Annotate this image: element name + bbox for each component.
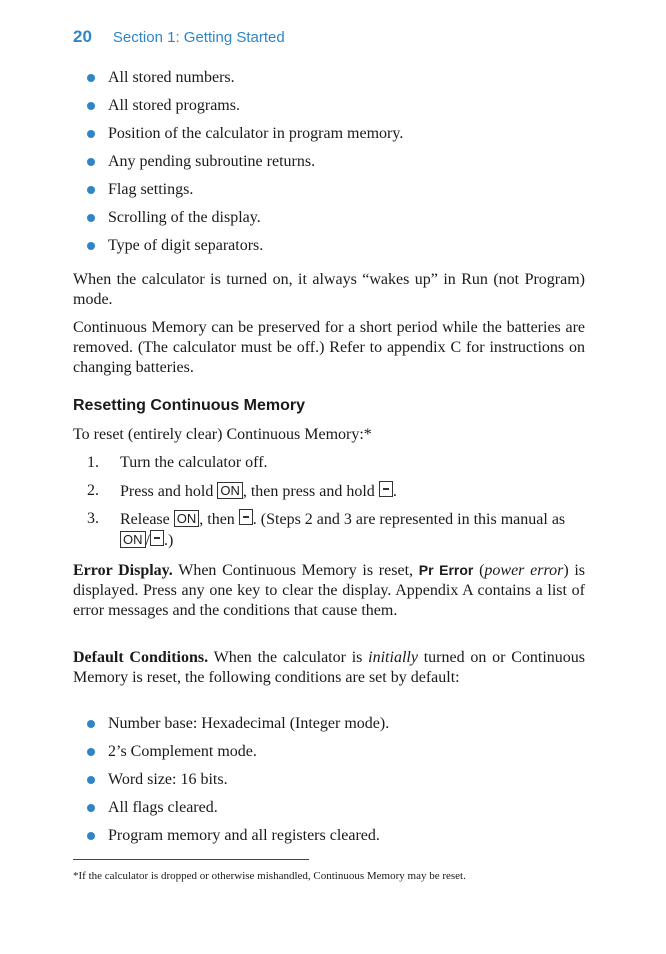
bullet-icon [87,74,95,82]
bullet-icon [87,720,95,728]
error-display-paragraph: Error Display. When Continuous Memory is reset, Pr Error (power error) is displayed. Press any one key to clear the display. Appendix A contains a list of error messages and the conditions that cause them. [73,562,586,619]
bullet-icon [87,130,95,138]
bullet-icon [87,832,95,840]
step-3: 3. Release ON , then . (Steps 2 and 3 are represented in this manual as ON / .) [87,510,566,549]
step-2: 2. Press and hold ON , then press and hold . [87,482,397,500]
bullet-icon [87,158,95,166]
bullet-icon [87,186,95,194]
default-conditions-list [73,713,585,853]
on-key: ON [120,531,146,548]
section-heading: Resetting Continuous Memory [73,397,306,414]
page-number: 20 [73,27,92,46]
section-title: Section 1: Getting Started [112,29,285,46]
memory-contents-list [73,67,585,263]
list-item: All stored numbers. [73,67,585,95]
list-item: Flag settings. [73,179,585,207]
bullet-icon [87,102,95,110]
reset-steps [73,453,585,551]
list-item: Position of the calculator in program memory. [73,123,585,151]
default-conditions-paragraph: Default Conditions. When the calculator is initially turned on or Continuous Memory is reset, the following conditions are set by default: [73,649,585,686]
bullet-icon [87,748,95,756]
list-item: Program memory and all registers cleared. [73,825,585,853]
list-item: Type of digit separators. [73,235,585,263]
error-display-text: Pr Error [418,562,474,578]
list-item: All flags cleared. [73,797,585,825]
minus-key-icon [239,509,253,525]
minus-key-icon [150,530,164,546]
list-item: All stored programs. [73,95,585,123]
step-1: 1. Turn the calculator off. [87,454,268,471]
footnote: *If the calculator is dropped or otherwise mishandled, Continuous Memory may be reset. [73,870,466,882]
minus-key-icon [379,481,393,497]
on-key: ON [217,482,243,499]
list-item: Scrolling of the display. [73,207,585,235]
batteries-paragraph: Continuous Memory can be preserved for a short period while the batteries are removed. (The calculator must be off.) Refer to appendix C for instructions on changing batteries. [73,319,585,376]
footnote-divider [73,859,309,860]
reset-intro: To reset (entirely clear) Continuous Memory:* [73,426,372,443]
list-item: Word size: 16 bits. [73,769,585,797]
list-item: Number base: Hexadecimal (Integer mode). [73,713,585,741]
bullet-icon [87,242,95,250]
bullet-icon [87,776,95,784]
wake-up-paragraph: When the calculator is turned on, it always “wakes up” in Run (not Program) mode. [73,271,585,308]
page-header [73,27,285,47]
bullet-icon [87,804,95,812]
list-item: Any pending subroutine returns. [73,151,585,179]
list-item: 2’s Complement mode. [73,741,585,769]
bullet-icon [87,214,95,222]
on-key: ON [174,510,200,527]
